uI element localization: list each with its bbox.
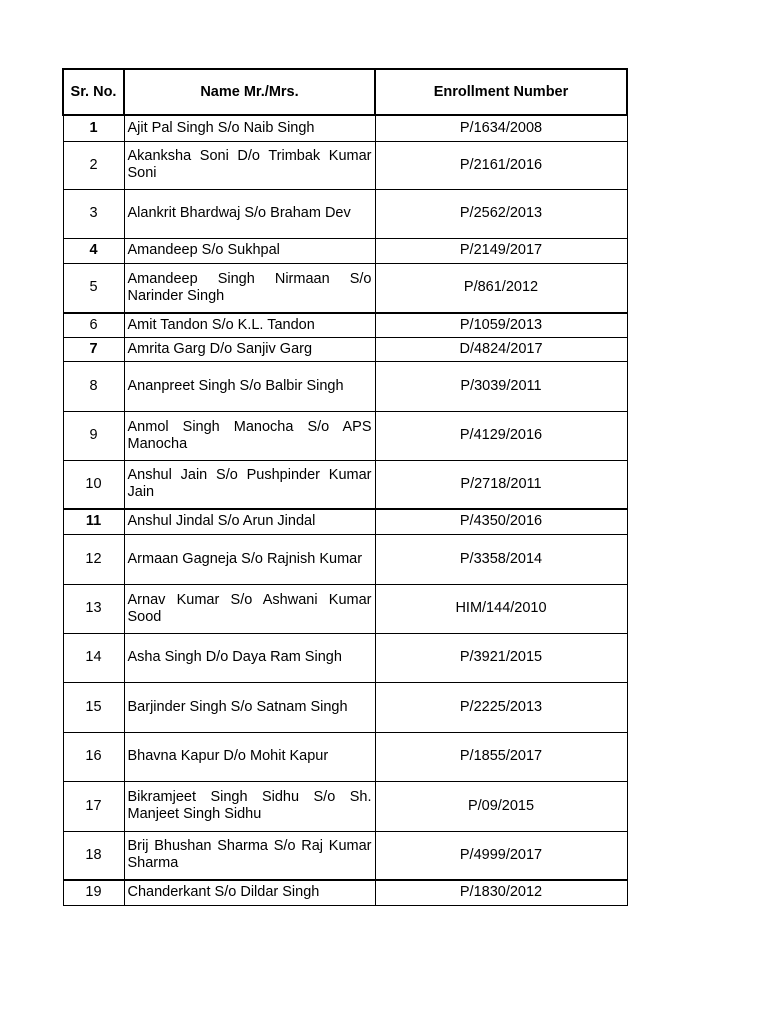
name-cell: Asha Singh D/o Daya Ram Singh xyxy=(124,633,375,682)
name-cell: Amit Tandon S/o K.L. Tandon xyxy=(124,313,375,337)
enrollment-cell: P/1634/2008 xyxy=(375,115,627,141)
sr-no-cell: 13 xyxy=(63,584,124,633)
table-header-row xyxy=(63,69,627,115)
name-cell: Anshul Jindal S/o Arun Jindal xyxy=(124,509,375,534)
sr-no-cell: 5 xyxy=(63,263,124,313)
name-cell: Alankrit Bhardwaj S/o Braham Dev xyxy=(124,189,375,238)
enrollment-cell: P/3921/2015 xyxy=(375,633,627,682)
enrollment-cell: D/4824/2017 xyxy=(375,337,627,361)
table-row xyxy=(63,781,627,831)
enrollment-cell: P/1059/2013 xyxy=(375,313,627,337)
table-row xyxy=(63,732,627,781)
table-row xyxy=(63,411,627,460)
enrollment-cell: P/861/2012 xyxy=(375,263,627,313)
name-cell: Armaan Gagneja S/o Rajnish Kumar xyxy=(124,534,375,584)
sr-no-cell: 9 xyxy=(63,411,124,460)
sr-no-cell: 16 xyxy=(63,732,124,781)
sr-no-cell: 12 xyxy=(63,534,124,584)
table-row xyxy=(63,115,627,141)
table-row xyxy=(63,238,627,263)
name-cell: Brij Bhushan Sharma S/o Raj Kumar Sharma xyxy=(124,831,375,880)
table-row xyxy=(63,141,627,189)
sr-no-cell: 4 xyxy=(63,238,124,263)
enrollment-cell: P/3358/2014 xyxy=(375,534,627,584)
table-row xyxy=(63,313,627,337)
enrollment-cell: P/2225/2013 xyxy=(375,682,627,732)
name-cell: Bhavna Kapur D/o Mohit Kapur xyxy=(124,732,375,781)
name-cell: Amrita Garg D/o Sanjiv Garg xyxy=(124,337,375,361)
name-cell: Arnav Kumar S/o Ashwani Kumar Sood xyxy=(124,584,375,633)
enrollment-cell: P/2562/2013 xyxy=(375,189,627,238)
sr-no-cell: 11 xyxy=(63,509,124,534)
sr-no-cell: 7 xyxy=(63,337,124,361)
table-row xyxy=(63,584,627,633)
sr-no-cell: 17 xyxy=(63,781,124,831)
sr-no-cell: 18 xyxy=(63,831,124,880)
sr-no-cell: 19 xyxy=(63,880,124,905)
name-cell: Anshul Jain S/o Pushpinder Kumar Jain xyxy=(124,460,375,509)
enrollment-table xyxy=(62,68,628,906)
name-cell: Akanksha Soni D/o Trimbak Kumar Soni xyxy=(124,141,375,189)
table-body xyxy=(63,115,627,905)
enrollment-cell: P/2718/2011 xyxy=(375,460,627,509)
table-row xyxy=(63,509,627,534)
enrollment-cell: P/1830/2012 xyxy=(375,880,627,905)
header-sr-no: Sr. No. xyxy=(63,69,124,115)
enrollment-cell: P/09/2015 xyxy=(375,781,627,831)
enrollment-cell: P/4350/2016 xyxy=(375,509,627,534)
table-row xyxy=(63,263,627,313)
sr-no-cell: 10 xyxy=(63,460,124,509)
sr-no-cell: 15 xyxy=(63,682,124,732)
table-row xyxy=(63,460,627,509)
enrollment-cell: HIM/144/2010 xyxy=(375,584,627,633)
sr-no-cell: 1 xyxy=(63,115,124,141)
enrollment-cell: P/3039/2011 xyxy=(375,361,627,411)
table-row xyxy=(63,880,627,905)
name-cell: Ananpreet Singh S/o Balbir Singh xyxy=(124,361,375,411)
sr-no-cell: 2 xyxy=(63,141,124,189)
sr-no-cell: 6 xyxy=(63,313,124,337)
header-enrollment-number: Enrollment Number xyxy=(375,69,627,115)
enrollment-cell: P/2149/2017 xyxy=(375,238,627,263)
sr-no-cell: 3 xyxy=(63,189,124,238)
table-row xyxy=(63,534,627,584)
sr-no-cell: 14 xyxy=(63,633,124,682)
enrollment-cell: P/1855/2017 xyxy=(375,732,627,781)
header-name: Name Mr./Mrs. xyxy=(124,69,375,115)
table-row xyxy=(63,633,627,682)
name-cell: Amandeep S/o Sukhpal xyxy=(124,238,375,263)
table-row xyxy=(63,189,627,238)
name-cell: Anmol Singh Manocha S/o APS Manocha xyxy=(124,411,375,460)
name-cell: Bikramjeet Singh Sidhu S/o Sh. Manjeet Singh Sidhu xyxy=(124,781,375,831)
enrollment-cell: P/2161/2016 xyxy=(375,141,627,189)
table-row xyxy=(63,337,627,361)
enrollment-cell: P/4129/2016 xyxy=(375,411,627,460)
sr-no-cell: 8 xyxy=(63,361,124,411)
table-row xyxy=(63,682,627,732)
name-cell: Chanderkant S/o Dildar Singh xyxy=(124,880,375,905)
table-row xyxy=(63,361,627,411)
enrollment-cell: P/4999/2017 xyxy=(375,831,627,880)
name-cell: Barjinder Singh S/o Satnam Singh xyxy=(124,682,375,732)
name-cell: Amandeep Singh Nirmaan S/o Narinder Singh xyxy=(124,263,375,313)
table-row xyxy=(63,831,627,880)
name-cell: Ajit Pal Singh S/o Naib Singh xyxy=(124,115,375,141)
